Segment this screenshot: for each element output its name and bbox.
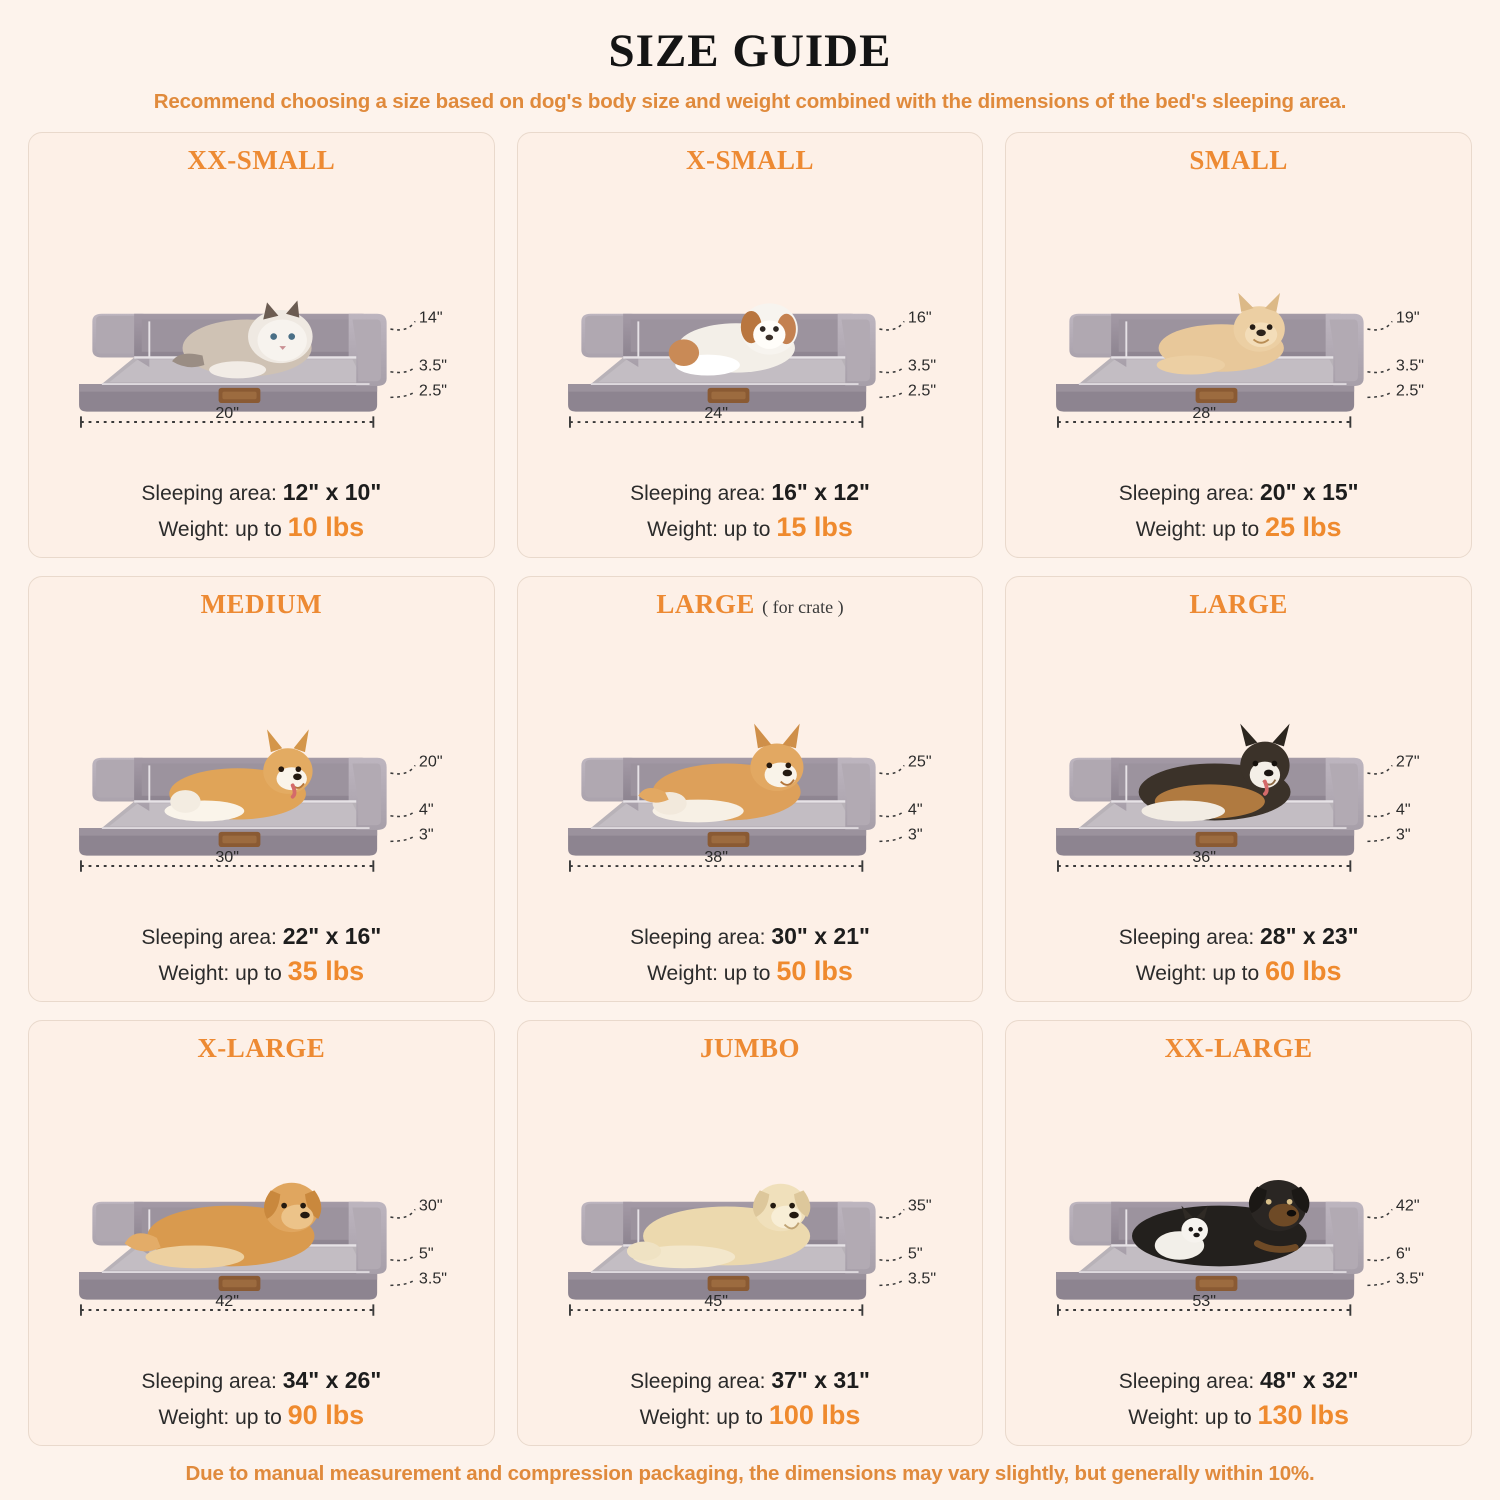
bed-illustration xyxy=(1020,622,1457,919)
sleeping-area-value: 34" x 26" xyxy=(282,1367,382,1394)
bed-illustration xyxy=(43,622,480,919)
sleeping-area-label: Sleeping area: xyxy=(1118,1370,1261,1394)
sleeping-area-value: 16" x 12" xyxy=(771,479,870,506)
bed-illustration xyxy=(532,1066,969,1363)
size-card-xx-small-0 xyxy=(28,132,495,558)
weight-label: Weight: up to xyxy=(158,1405,288,1429)
sleeping-area-value: 48" x 32" xyxy=(1260,1367,1359,1394)
size-name: SMALL xyxy=(1189,145,1288,175)
size-card-jumbo-7 xyxy=(517,1020,984,1446)
svg-text:45": 45" xyxy=(703,1292,728,1311)
svg-text:3.5": 3.5" xyxy=(907,356,936,375)
size-specs xyxy=(532,921,969,989)
svg-text:30": 30" xyxy=(418,1196,443,1215)
svg-text:4": 4" xyxy=(418,800,434,819)
size-name: LARGE xyxy=(656,589,755,619)
size-card-large-4 xyxy=(517,576,984,1002)
svg-text:38": 38" xyxy=(703,848,728,867)
dimension-heights xyxy=(879,308,936,399)
svg-text:14": 14" xyxy=(418,308,443,327)
sleeping-area-label: Sleeping area: xyxy=(630,482,772,506)
weight-line xyxy=(1020,509,1457,545)
size-card-title xyxy=(197,1033,325,1064)
size-card-small-2 xyxy=(1005,132,1472,558)
bed-illustration xyxy=(1020,178,1457,475)
svg-text:19": 19" xyxy=(1396,308,1420,327)
dimension-heights xyxy=(879,1196,936,1287)
bed-diagram xyxy=(532,622,969,919)
size-specs xyxy=(43,1365,480,1433)
svg-text:35": 35" xyxy=(907,1196,932,1215)
sleeping-area-line xyxy=(43,921,480,952)
page-subtitle: Recommend choosing a size based on dog's body size and weight combined with the dimensions of the bed's sleeping area. xyxy=(153,90,1347,113)
sleeping-area-line xyxy=(43,477,480,508)
size-card-title xyxy=(656,589,843,620)
dimension-heights xyxy=(390,752,442,843)
size-card-title xyxy=(1189,589,1288,620)
sleeping-area-line xyxy=(1020,921,1457,952)
dimension-heights xyxy=(390,308,447,399)
bed-diagram xyxy=(43,622,480,919)
weight-label: Weight: up to xyxy=(158,961,288,985)
dimension-heights xyxy=(1368,752,1420,843)
sleeping-area-label: Sleeping area: xyxy=(630,1370,772,1394)
size-specs xyxy=(1020,1365,1457,1433)
svg-text:53": 53" xyxy=(1192,1292,1217,1311)
weight-line xyxy=(532,953,969,989)
sleeping-area-value: 28" x 23" xyxy=(1260,923,1359,950)
svg-text:5": 5" xyxy=(418,1244,434,1263)
size-card-title xyxy=(700,1033,800,1064)
weight-label: Weight: up to xyxy=(647,517,777,541)
size-card-title xyxy=(686,145,814,176)
sleeping-area-line xyxy=(532,921,969,952)
sleeping-area-value: 30" x 21" xyxy=(771,923,870,950)
pet-border-collie xyxy=(1139,724,1291,822)
size-name: X-LARGE xyxy=(197,1033,326,1063)
svg-text:3.5": 3.5" xyxy=(418,1269,448,1288)
size-specs xyxy=(532,477,969,545)
size-card-title xyxy=(1189,145,1288,176)
weight-label: Weight: up to xyxy=(1135,961,1265,985)
svg-text:16": 16" xyxy=(907,308,932,327)
size-card-grid xyxy=(28,132,1472,1446)
weight-label: Weight: up to xyxy=(647,961,777,985)
size-name: JUMBO xyxy=(699,1033,800,1063)
pet-cat xyxy=(172,301,312,379)
svg-text:3.5": 3.5" xyxy=(418,356,448,375)
svg-text:3": 3" xyxy=(907,825,923,844)
sleeping-area-value: 12" x 10" xyxy=(282,479,382,506)
weight-value: 100 lbs xyxy=(768,1399,861,1430)
weight-line xyxy=(43,953,480,989)
weight-label: Weight: up to xyxy=(158,517,288,541)
svg-text:24": 24" xyxy=(703,404,728,423)
bed-diagram xyxy=(532,1066,969,1363)
svg-text:36": 36" xyxy=(1192,848,1217,867)
bed-illustration xyxy=(1020,1066,1457,1363)
weight-line xyxy=(1020,1397,1457,1433)
size-card-large-5 xyxy=(1005,576,1472,1002)
size-name: LARGE xyxy=(1189,589,1288,619)
svg-text:20": 20" xyxy=(215,404,239,423)
svg-text:27": 27" xyxy=(1396,752,1420,771)
size-card-title xyxy=(187,145,335,176)
size-note: ( for crate ) xyxy=(762,597,844,617)
size-name: XX-SMALL xyxy=(187,145,336,175)
svg-text:3.5": 3.5" xyxy=(1396,356,1425,375)
weight-value: 10 lbs xyxy=(287,511,365,542)
size-card-title xyxy=(1165,1033,1313,1064)
pet-golden-retriever xyxy=(125,1183,322,1268)
bed-diagram xyxy=(532,178,969,475)
size-name: XX-LARGE xyxy=(1164,1033,1313,1063)
svg-text:42": 42" xyxy=(215,1292,239,1311)
sleeping-area-line xyxy=(1020,477,1457,508)
sleeping-area-label: Sleeping area: xyxy=(141,1370,283,1394)
svg-text:2.5": 2.5" xyxy=(418,381,448,400)
bed-diagram xyxy=(43,178,480,475)
sleeping-area-value: 37" x 31" xyxy=(771,1367,870,1394)
sleeping-area-line xyxy=(532,477,969,508)
size-specs xyxy=(1020,477,1457,545)
weight-value: 15 lbs xyxy=(776,511,853,542)
svg-text:4": 4" xyxy=(907,800,923,819)
size-specs xyxy=(1020,921,1457,989)
size-specs xyxy=(43,921,480,989)
sleeping-area-line xyxy=(43,1365,480,1396)
sleeping-area-value: 20" x 15" xyxy=(1260,479,1359,506)
sleeping-area-label: Sleeping area: xyxy=(1118,482,1261,506)
size-card-x-large-6 xyxy=(28,1020,495,1446)
size-card-medium-3 xyxy=(28,576,495,1002)
weight-line xyxy=(43,1397,480,1433)
svg-text:30": 30" xyxy=(215,848,239,867)
svg-text:4": 4" xyxy=(1396,800,1411,819)
sleeping-area-value: 22" x 16" xyxy=(282,923,382,950)
svg-text:3.5": 3.5" xyxy=(1396,1269,1425,1288)
page-title: SIZE GUIDE xyxy=(608,25,892,77)
svg-text:3": 3" xyxy=(1396,825,1411,844)
weight-value: 130 lbs xyxy=(1257,1399,1350,1430)
sleeping-area-label: Sleeping area: xyxy=(1118,926,1261,950)
bed-illustration xyxy=(532,622,969,919)
weight-label: Weight: up to xyxy=(1135,517,1265,541)
size-card-x-small-1 xyxy=(517,132,984,558)
dimension-heights xyxy=(390,1196,447,1287)
weight-line xyxy=(532,1397,969,1433)
svg-text:42": 42" xyxy=(1396,1196,1420,1215)
svg-text:2.5": 2.5" xyxy=(1396,381,1425,400)
svg-text:25": 25" xyxy=(907,752,932,771)
bed-diagram xyxy=(1020,1066,1457,1363)
svg-text:2.5": 2.5" xyxy=(907,381,936,400)
bed-diagram xyxy=(1020,622,1457,919)
weight-value: 50 lbs xyxy=(776,955,853,986)
size-specs xyxy=(43,477,480,545)
size-name: MEDIUM xyxy=(200,589,323,619)
weight-value: 25 lbs xyxy=(1264,511,1342,542)
bed-illustration xyxy=(43,1066,480,1363)
weight-label: Weight: up to xyxy=(1128,1405,1258,1429)
dimension-heights xyxy=(1368,308,1425,399)
sleeping-area-line xyxy=(1020,1365,1457,1396)
weight-value: 60 lbs xyxy=(1264,955,1342,986)
weight-value: 90 lbs xyxy=(287,1399,365,1430)
weight-label: Weight: up to xyxy=(639,1405,769,1429)
svg-text:5": 5" xyxy=(907,1244,923,1263)
pet-labrador xyxy=(627,1184,810,1268)
size-specs xyxy=(532,1365,969,1433)
svg-text:3.5": 3.5" xyxy=(907,1269,936,1288)
sleeping-area-line xyxy=(532,1365,969,1396)
bed-diagram xyxy=(43,1066,480,1363)
dimension-heights xyxy=(879,752,931,843)
weight-line xyxy=(532,509,969,545)
bed-illustration xyxy=(43,178,480,475)
sleeping-area-label: Sleeping area: xyxy=(630,926,772,950)
svg-text:3": 3" xyxy=(418,825,434,844)
weight-line xyxy=(43,509,480,545)
svg-text:20": 20" xyxy=(418,752,443,771)
weight-value: 35 lbs xyxy=(287,955,365,986)
sleeping-area-label: Sleeping area: xyxy=(141,926,283,950)
pet-rottweiler xyxy=(1132,1180,1309,1266)
size-card-xx-large-8 xyxy=(1005,1020,1472,1446)
pet-french-bulldog xyxy=(1157,293,1285,375)
svg-text:28": 28" xyxy=(1192,404,1217,423)
weight-line xyxy=(1020,953,1457,989)
size-card-title xyxy=(201,589,322,620)
size-name: X-SMALL xyxy=(685,145,814,175)
svg-text:6": 6" xyxy=(1396,1244,1411,1263)
footer-note: Due to manual measurement and compression packaging, the dimensions may vary slightly, but generally within 10%. xyxy=(185,1462,1315,1485)
bed-illustration xyxy=(532,178,969,475)
sleeping-area-label: Sleeping area: xyxy=(141,482,283,506)
dimension-heights xyxy=(1368,1196,1425,1287)
bed-diagram xyxy=(1020,178,1457,475)
